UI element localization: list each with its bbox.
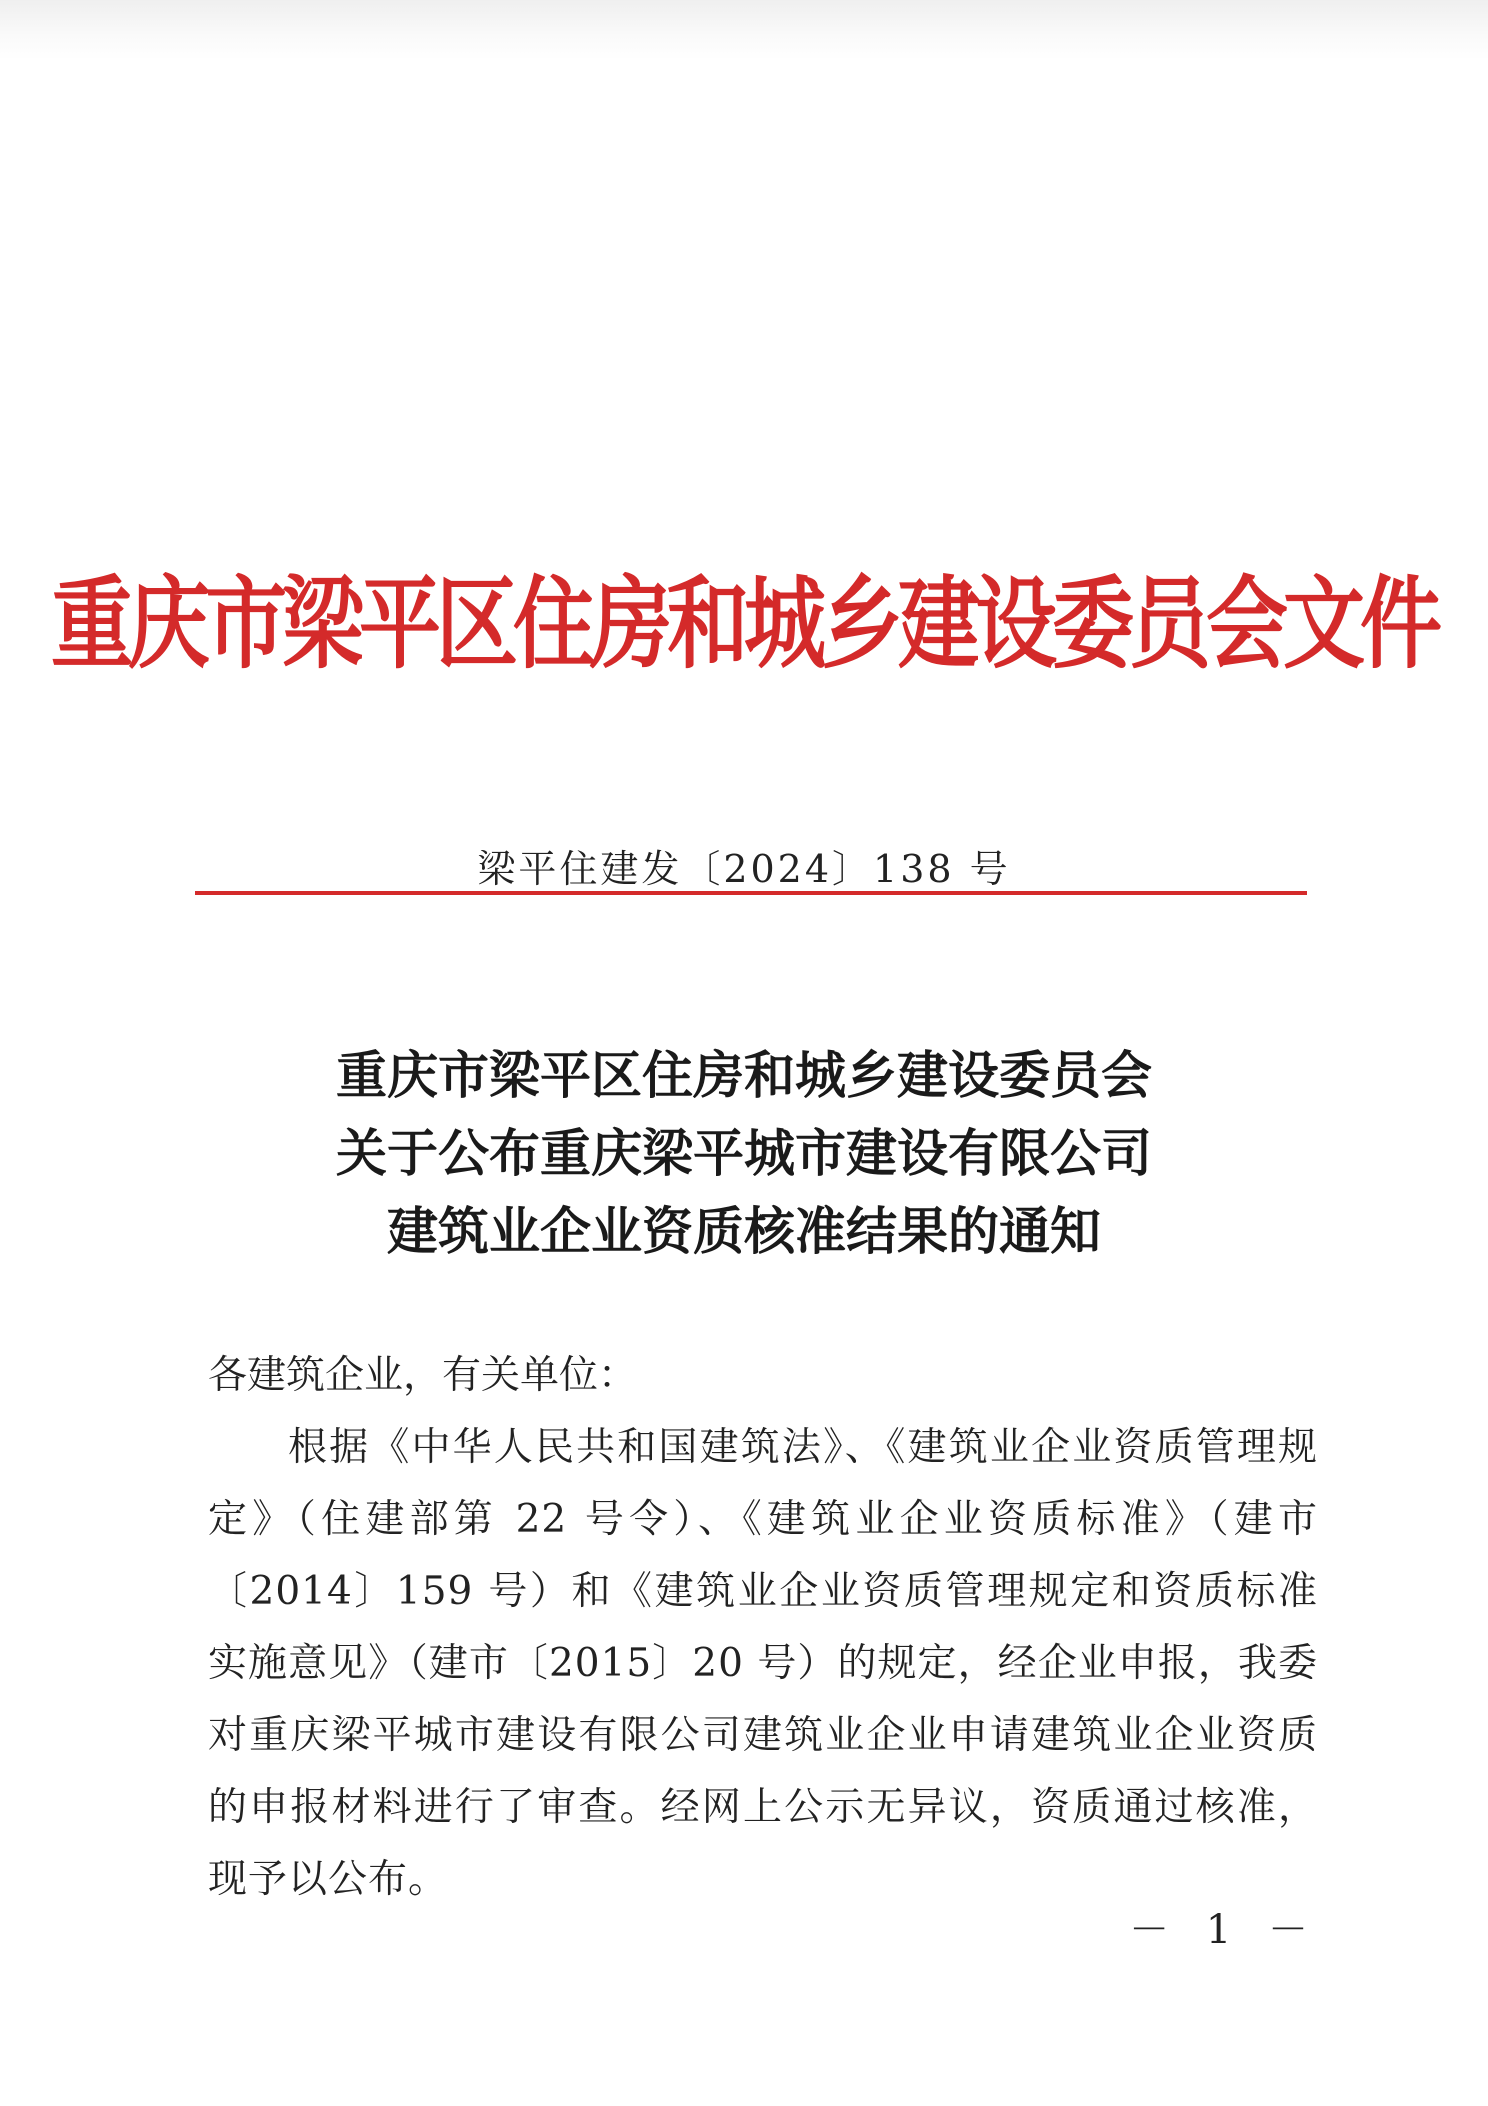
body-paragraph: 根据《中华人民共和国建筑法》、《建筑业企业资质管理规定》（住建部第 22 号令）、《建筑业企业资质标准》（建市〔2014〕159 号）和《建筑业企业资质管理规定和资质标准实施意见》（建市〔2015〕20 号）的规定，经企业申报，我委对重庆梁平城市建设有限公司建筑业企业申请建筑业企业资质的申报材料进行了审查。经网上公示无异议，资质通过核准，现予以公布。 bbox=[208, 1425, 1318, 1902]
title-line-1: 重庆市梁平区住房和城乡建设委员会 bbox=[335, 1047, 1152, 1106]
document-title bbox=[0, 1038, 1488, 1272]
scan-edge-shadow bbox=[0, 0, 1488, 60]
salutation: 各建筑企业，有关单位： bbox=[208, 1353, 638, 1398]
red-separator-line bbox=[195, 891, 1307, 895]
red-masthead: 重庆市梁平区住房和城乡建设委员会文件 bbox=[50, 566, 1437, 683]
title-line-2: 关于公布重庆梁平城市建设有限公司 bbox=[335, 1125, 1152, 1184]
page-number: － 1 － bbox=[1129, 1907, 1320, 1953]
title-line-3: 建筑业企业资质核准结果的通知 bbox=[386, 1203, 1101, 1262]
document-number: 梁平住建发〔2024〕138 号 bbox=[477, 847, 1011, 891]
document-body bbox=[208, 1340, 1318, 1916]
